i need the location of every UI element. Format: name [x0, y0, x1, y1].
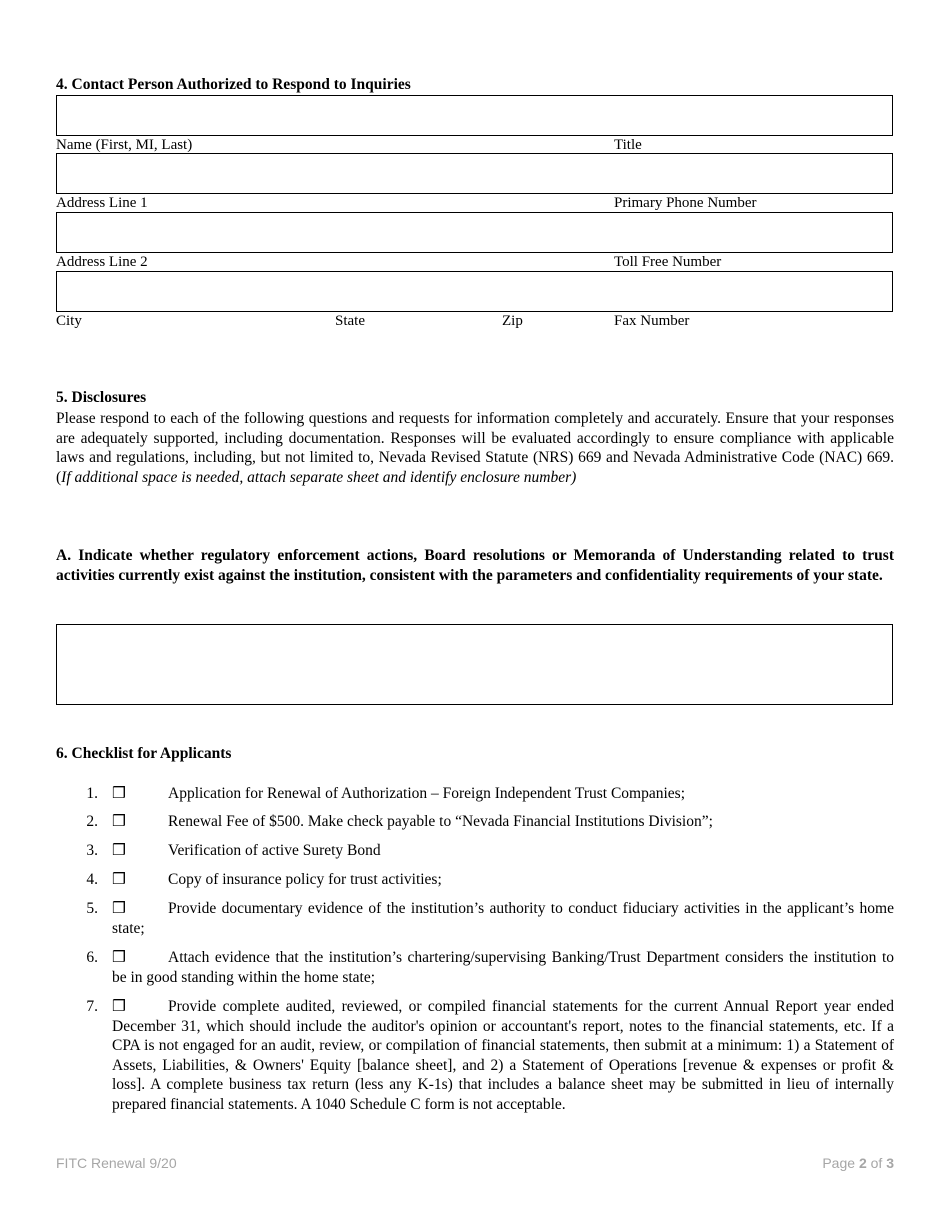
address2-label: Address Line 2 — [56, 254, 148, 270]
checklist-item-2 — [56, 812, 894, 832]
section-5-title: 5. Disclosures — [56, 389, 147, 406]
title-label: Title — [614, 137, 642, 153]
name-label: Name (First, MI, Last) — [56, 137, 193, 153]
disclosures-intro-text: Please respond to each of the following questions and requests for information completely and accurately. Ensure that your responses are adequately supported, including documentation. Responses will be evaluated accordingly to ensure compliance with applicable laws and regulations, including, but not limited to, Nevada Revised Statute (NRS) 669 and Nevada Administrative Code (NAC) 669. ( — [56, 410, 894, 486]
checklist-item-4 — [56, 870, 894, 890]
checklist-item-5 — [56, 899, 894, 938]
address2-tollfree-field[interactable] — [56, 212, 893, 253]
checklist-item-number: 7. — [86, 998, 98, 1015]
section-4-title: 4. Contact Person Authorized to Respond to Inquiries — [56, 76, 411, 93]
checklist-item-number: 1. — [86, 785, 98, 802]
checklist-item-text: Provide complete audited, reviewed, or compiled financial statements for the current Annual Report year ended December 31, which should include the auditor's opinion or accountant's report, notes to the financial statements, etc. If a CPA is not engaged for an audit, review, or compilation of financial statements, then submit at a minimum: 1) a Statement of Assets, Liabilities, & Owners' Equity [balance sheet], and 2) a Statement of Operations [revenue & expenses or profit & loss]. A complete business tax return (less any K-1s) that includes a balance sheet may be submitted in lieu of internally prepared financial statements. A 1040 Schedule C form is not acceptable. — [112, 998, 894, 1113]
primary-phone-label: Primary Phone Number — [614, 195, 757, 211]
toll-free-label: Toll Free Number — [614, 254, 722, 270]
checklist-item-text: Application for Renewal of Authorization – Foreign Independent Trust Companies; — [168, 785, 686, 802]
name-title-field[interactable] — [56, 95, 893, 136]
checklist-item-number: 4. — [86, 871, 98, 888]
footer-page-word: Page — [822, 1155, 856, 1171]
address1-phone-field[interactable] — [56, 153, 893, 194]
checklist-item-text: Provide documentary evidence of the institution’s authority to conduct fiduciary activities in the applicant’s home state; — [112, 900, 894, 937]
fax-label: Fax Number — [614, 313, 690, 329]
checklist-item-number: 6. — [86, 949, 98, 966]
checklist-item-1 — [56, 784, 894, 804]
checklist-item-number: 5. — [86, 900, 98, 917]
section-6-title: 6. Checklist for Applicants — [56, 745, 232, 762]
disclosures-intro — [56, 409, 894, 487]
footer-page-number — [822, 1155, 894, 1171]
checklist-item-text: Copy of insurance policy for trust activities; — [168, 871, 442, 888]
checkbox-icon[interactable]: ❒ — [112, 998, 126, 1015]
checklist-item-text: Verification of active Surety Bond — [168, 842, 381, 859]
checklist-item-number: 2. — [86, 813, 98, 830]
state-label: State — [335, 313, 365, 329]
checklist-item-text: Attach evidence that the institution’s chartering/supervising Banking/Trust Department considers the institution to be in good standing within the home state; — [112, 949, 894, 986]
footer-page-of: of — [870, 1155, 883, 1171]
footer-page-total: 3 — [886, 1155, 894, 1171]
checkbox-icon[interactable]: ❒ — [112, 871, 126, 888]
question-a: A. Indicate whether regulatory enforcement actions, Board resolutions or Memoranda of Understanding related to trust activities currently exist against the institution, consistent with the parameters and confidentiality requirements of your state. — [56, 547, 894, 584]
disclosures-intro-italic: If additional space is needed, attach separate sheet and identify enclosure number) — [61, 468, 577, 486]
checkbox-icon[interactable]: ❒ — [112, 785, 126, 802]
checkbox-icon[interactable]: ❒ — [112, 949, 126, 966]
checklist-item-7 — [56, 997, 894, 1114]
zip-label: Zip — [502, 313, 523, 329]
checkbox-icon[interactable]: ❒ — [112, 813, 126, 830]
question-a-response-field[interactable] — [56, 624, 893, 705]
checklist-item-number: 3. — [86, 842, 98, 859]
footer-form-id: FITC Renewal 9/20 — [56, 1155, 177, 1171]
footer-page-current: 2 — [858, 1155, 867, 1171]
checkbox-icon[interactable]: ❒ — [112, 900, 126, 917]
city-state-zip-fax-field[interactable] — [56, 271, 893, 312]
city-label: City — [56, 313, 82, 329]
checklist-item-text: Renewal Fee of $500. Make check payable to “Nevada Financial Institutions Division”; — [168, 813, 713, 830]
checklist-item-6 — [56, 948, 894, 987]
checkbox-icon[interactable]: ❒ — [112, 842, 126, 859]
address1-label: Address Line 1 — [56, 195, 148, 211]
checklist-item-3 — [56, 841, 894, 861]
